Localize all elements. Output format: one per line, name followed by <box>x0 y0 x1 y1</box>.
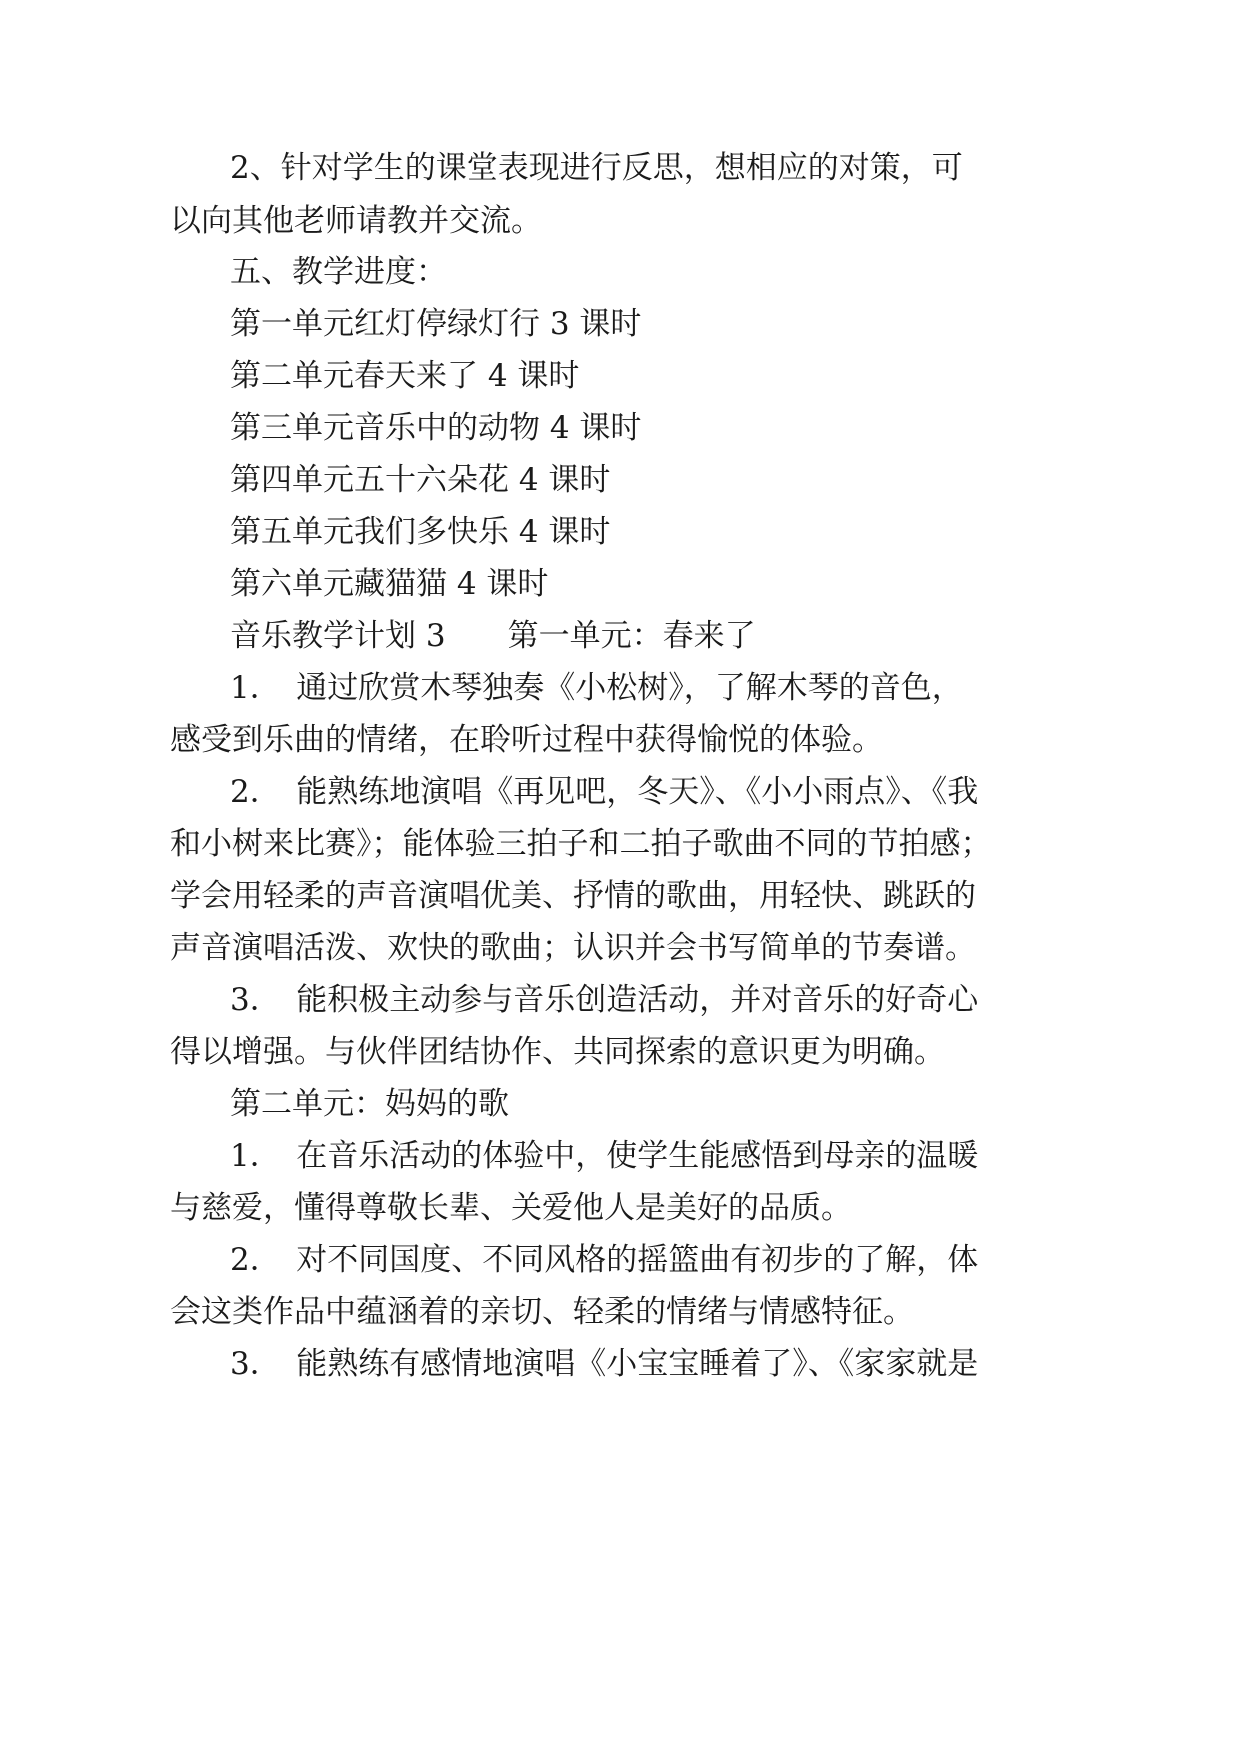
paragraph-line: 会这类作品中蕴涵着的亲切、轻柔的情绪与情感特征。 <box>170 1294 914 1330</box>
paragraph-line: 得以增强。与伙伴团结协作、共同探索的意识更为明确。 <box>170 1034 945 1070</box>
paragraph-line: 声音演唱活泼、欢快的歌曲；认识并会书写简单的节奏谱。 <box>170 930 976 966</box>
list-item: 第四单元五十六朵花 4 课时 <box>230 462 611 498</box>
list-item: 第六单元藏猫猫 4 课时 <box>230 566 549 602</box>
section-heading: 第二单元：妈妈的歌 <box>230 1086 509 1122</box>
paragraph-line: 1． 通过欣赏木琴独奏《小松树》，了解木琴的音色， <box>230 670 963 706</box>
list-item: 第五单元我们多快乐 4 课时 <box>230 514 611 550</box>
paragraph-line: 2． 能熟练地演唱《再见吧，冬天》、《小小雨点》、《我 <box>230 774 979 810</box>
paragraph-line: 与慈爱，懂得尊敬长辈、关爱他人是美好的品质。 <box>170 1190 852 1226</box>
paragraph-line: 2． 对不同国度、不同风格的摇篮曲有初步的了解，体 <box>230 1242 979 1278</box>
paragraph-line: 3． 能积极主动参与音乐创造活动，并对音乐的好奇心 <box>230 982 979 1018</box>
paragraph-line: 3． 能熟练有感情地演唱《小宝宝睡着了》、《家家就是 <box>230 1346 979 1382</box>
paragraph-line: 感受到乐曲的情绪，在聆听过程中获得愉悦的体验。 <box>170 722 883 758</box>
list-item: 第一单元红灯停绿灯行 3 课时 <box>230 306 642 342</box>
paragraph-line: 1． 在音乐活动的体验中，使学生能感悟到母亲的温暖 <box>230 1138 979 1174</box>
paragraph-line: 学会用轻柔的声音演唱优美、抒情的歌曲，用轻快、跳跃的 <box>170 878 976 914</box>
list-item: 第二单元春天来了 4 课时 <box>230 358 580 394</box>
paragraph-line: 2、针对学生的课堂表现进行反思，想相应的对策，可 <box>230 150 963 186</box>
list-item: 第三单元音乐中的动物 4 课时 <box>230 410 642 446</box>
section-heading: 音乐教学计划 3 第一单元：春来了 <box>230 618 756 654</box>
section-heading: 五、教学进度： <box>230 254 447 290</box>
paragraph-line: 和小树来比赛》；能体验三拍子和二拍子歌曲不同的节拍感； <box>170 826 992 862</box>
paragraph-line: 以向其他老师请教并交流。 <box>170 203 542 239</box>
